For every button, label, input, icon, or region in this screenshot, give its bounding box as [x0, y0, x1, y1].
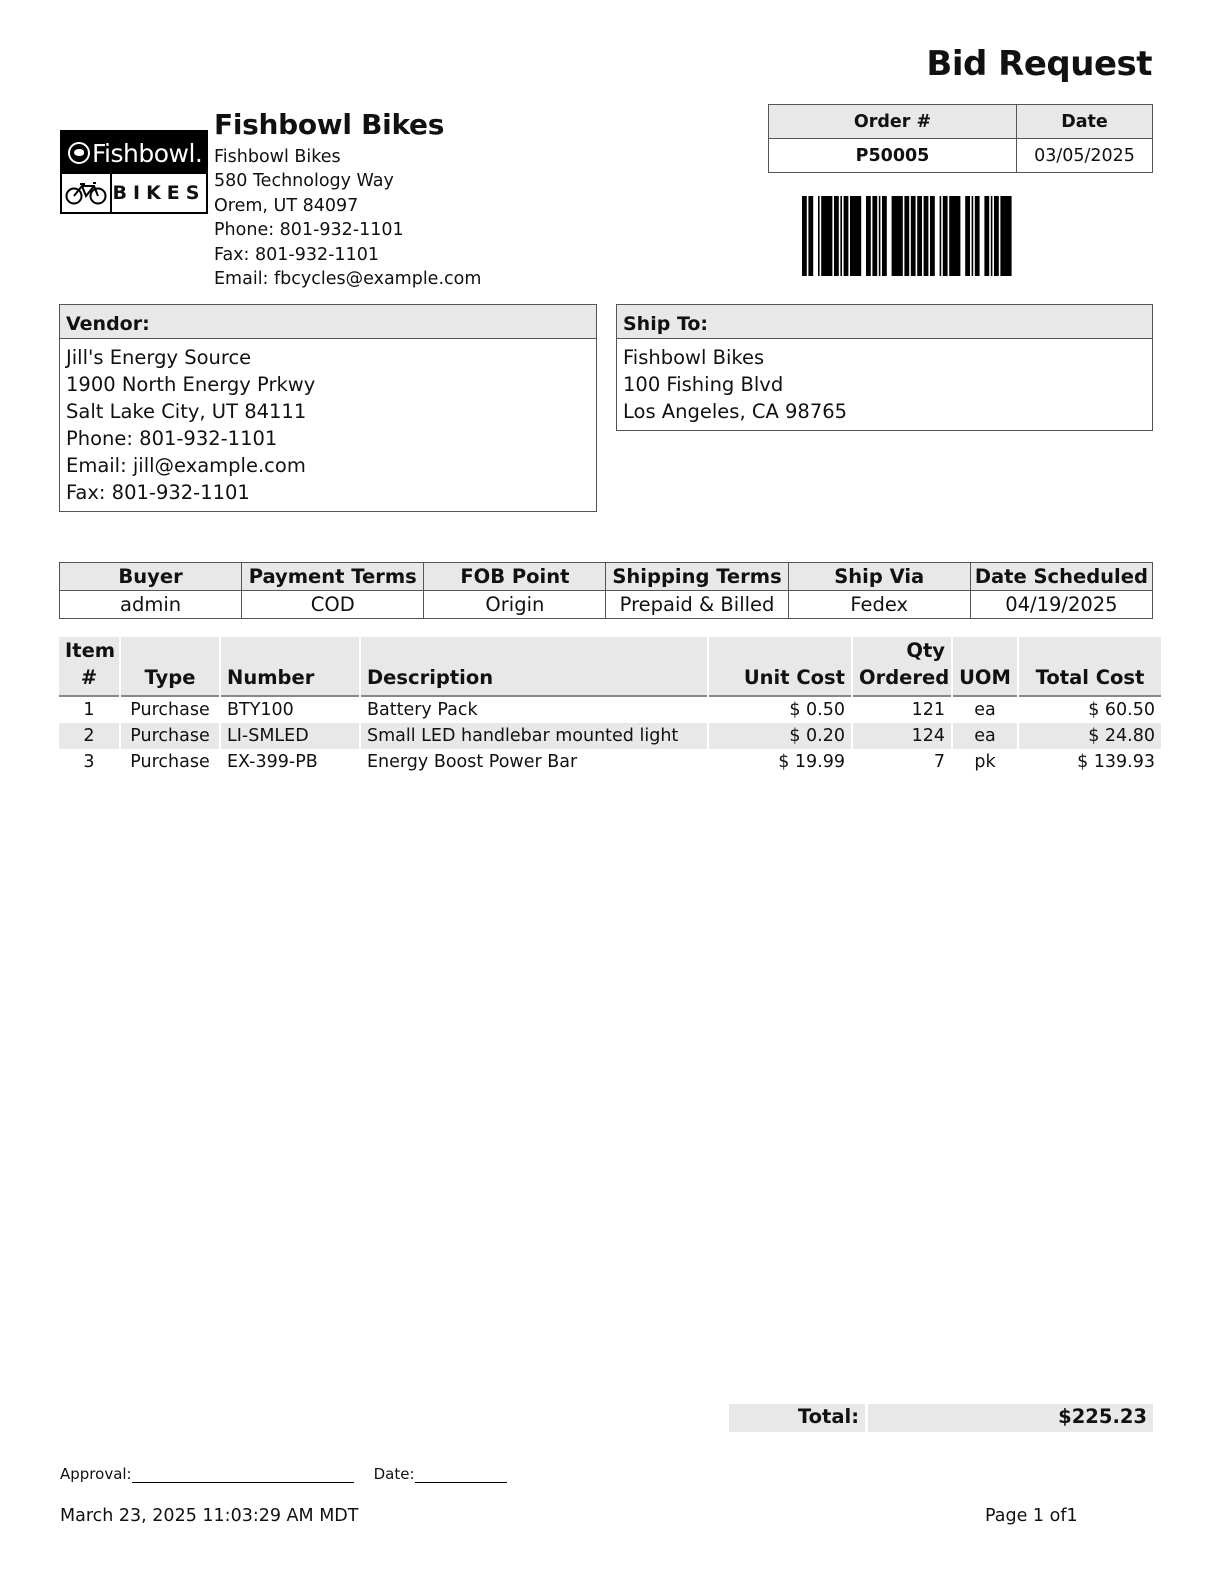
vendor-line: Salt Lake City, UT 84111 [66, 400, 307, 423]
items-header-type: Type [121, 637, 219, 697]
barcode-bar [892, 196, 903, 276]
bicycle-icon [62, 174, 112, 212]
logo-top-band [62, 132, 206, 174]
barcode-bar [808, 196, 813, 276]
ship-to-line: Los Angeles, CA 98765 [623, 400, 848, 423]
company-logo [60, 130, 208, 214]
ship-to-line: Fishbowl Bikes [623, 346, 765, 369]
barcode-bar [991, 196, 993, 276]
item-type: Purchase [130, 700, 210, 720]
barcode-bar [984, 196, 989, 276]
barcode-bar [818, 196, 820, 276]
barcode-bar [1000, 196, 1011, 276]
barcode-bar [802, 196, 807, 276]
items-header-total-cost: Total Cost [1019, 637, 1161, 697]
approval-date-line [415, 1469, 507, 1483]
terms-header: Payment Terms [242, 563, 424, 591]
vendor-box [59, 304, 597, 512]
vendor-line: Fax: 801-932-1101 [66, 481, 250, 504]
barcode-bar [904, 196, 909, 276]
company-line: 580 Technology Way [214, 171, 394, 192]
barcode-bar [882, 196, 887, 276]
company-line: Orem, UT 84097 [214, 195, 359, 216]
vendor-line: Email: jill@example.com [66, 454, 306, 477]
terms-header: Buyer [60, 563, 242, 591]
barcode-bar [975, 196, 980, 276]
table-row [59, 697, 1161, 723]
table-row [59, 749, 1161, 775]
barcode-bar [850, 196, 861, 276]
item-unit-cost: $ 0.20 [709, 723, 851, 749]
line-items-table [57, 637, 1163, 775]
item-total-cost: $ 60.50 [1088, 700, 1155, 720]
print-timestamp: March 23, 2025 11:03:29 AM MDT [60, 1506, 359, 1526]
barcode-bar [917, 196, 922, 276]
company-name: Fishbowl Bikes [214, 108, 445, 141]
logo-bottom-band [62, 174, 206, 212]
terms-header: Shipping Terms [606, 563, 788, 591]
barcode-bar [972, 196, 974, 276]
items-header-number: Number [221, 637, 359, 697]
terms-header: Ship Via [788, 563, 970, 591]
total-value: $225.23 [868, 1404, 1153, 1432]
order-barcode [800, 196, 1124, 276]
item-qty: 124 [853, 723, 951, 749]
company-line: Fishbowl Bikes [214, 147, 341, 167]
terms-header: FOB Point [424, 563, 606, 591]
company-line: Email: fbcycles@example.com [214, 269, 482, 290]
barcode-bar [911, 196, 916, 276]
item-description: Energy Boost Power Bar [367, 752, 578, 772]
company-line: Fax: 801-932-1101 [214, 244, 379, 265]
terms-table [59, 562, 1153, 619]
order-date: 03/05/2025 [1017, 139, 1153, 173]
item-part-number: BTY100 [227, 700, 294, 720]
item-type: Purchase [130, 752, 210, 772]
items-header-description: Description [361, 637, 707, 697]
items-header-unit-cost: Unit Cost [709, 637, 851, 697]
item-number: 1 [83, 700, 95, 720]
terms-value: Prepaid & Billed [606, 591, 788, 619]
vendor-line: Phone: 801-932-1101 [66, 427, 278, 450]
barcode-bar [834, 196, 839, 276]
terms-value: 04/19/2025 [970, 591, 1152, 619]
item-uom: ea [953, 723, 1017, 749]
logo-bottom-text: BIKES [112, 182, 206, 204]
item-uom: ea [974, 700, 996, 720]
barcode-bar [965, 196, 970, 276]
approval-date-label: Date: [373, 1465, 415, 1483]
terms-header: Date Scheduled [970, 563, 1152, 591]
items-header-qty: Qty Ordered [853, 637, 951, 697]
fishbowl-icon [68, 142, 90, 164]
barcode-bar [930, 196, 935, 276]
item-unit-cost: $ 0.50 [789, 700, 845, 720]
item-type: Purchase [121, 723, 219, 749]
barcode-bar [844, 196, 849, 276]
barcode-bar [879, 196, 881, 276]
barcode-bar [840, 196, 842, 276]
approval-section [60, 1465, 507, 1483]
total-label: Total: [729, 1404, 865, 1432]
page-number: Page 1 of1 [985, 1506, 1078, 1526]
approval-signature-line [132, 1469, 354, 1483]
terms-value: admin [60, 591, 242, 619]
ship-to-line: 100 Fishing Blvd [623, 373, 784, 396]
table-row [59, 723, 1161, 749]
item-qty: 7 [933, 752, 945, 772]
order-date-label: Date [1017, 105, 1153, 139]
barcode-bar [866, 196, 871, 276]
item-uom: pk [974, 752, 996, 772]
logo-top-text: Fishbowl. [92, 138, 203, 168]
vendor-label: Vendor: [60, 305, 596, 339]
item-part-number: EX-399-PB [227, 752, 318, 772]
item-total-cost: $ 139.93 [1077, 752, 1155, 772]
terms-value: Origin [424, 591, 606, 619]
barcode-bar [943, 196, 948, 276]
barcode-bar [994, 196, 999, 276]
item-total-cost: $ 24.80 [1019, 723, 1161, 749]
barcode-bar [821, 196, 832, 276]
item-unit-cost: $ 19.99 [778, 752, 845, 772]
item-qty: 121 [911, 700, 945, 720]
terms-value: Fedex [788, 591, 970, 619]
item-part-number: LI-SMLED [221, 723, 359, 749]
barcode-bar [949, 196, 960, 276]
order-number: P50005 [769, 139, 1017, 173]
order-info-table [768, 104, 1153, 173]
item-description: Small LED handlebar mounted light [361, 723, 707, 749]
barcode-bar [872, 196, 877, 276]
item-number: 3 [83, 752, 95, 772]
item-number: 2 [59, 723, 119, 749]
barcode-bar [924, 196, 929, 276]
approval-label: Approval: [60, 1465, 132, 1483]
ship-to-label: Ship To: [617, 305, 1152, 339]
company-info [214, 108, 481, 291]
vendor-line: 1900 North Energy Prkwy [66, 373, 316, 396]
items-header-item: Item # [59, 637, 119, 697]
order-number-label: Order # [769, 105, 1017, 139]
vendor-line: Jill's Energy Source [66, 346, 252, 369]
barcode-bar [940, 196, 942, 276]
ship-to-box [616, 304, 1153, 431]
terms-value: COD [242, 591, 424, 619]
items-header-uom: UOM [953, 637, 1017, 697]
company-line: Phone: 801-932-1101 [214, 220, 404, 241]
item-description: Battery Pack [367, 700, 478, 720]
document-title: Bid Request [926, 44, 1152, 84]
